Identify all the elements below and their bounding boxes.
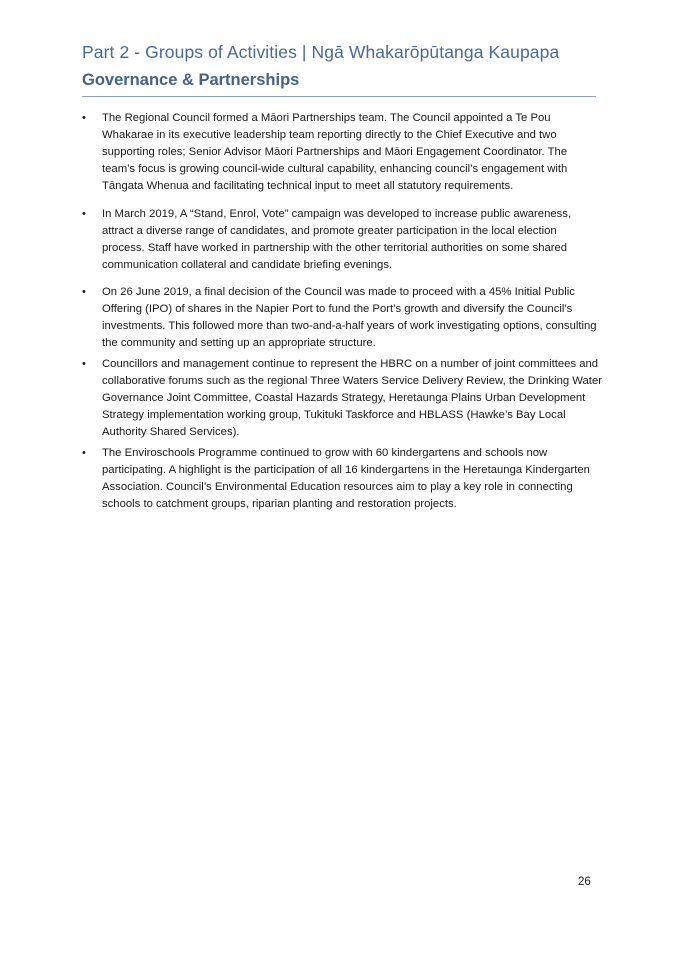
bullet-item-election-campaign bbox=[82, 206, 602, 274]
bullet-text: The Regional Council formed a Māori Partnerships team. The Council appointed a Te Pou Whakarae in its executive leadership team reporting directly to the Chief Executive and two supporting roles; Senior Advisor Māori Partnerships and Māori Engagement Coordinator. The team’s focus is growing council-wide cultural capability, enhancing council’s engagement with Tāngata Whenua and facilitating technical input to meet all statutory requirements. bbox=[102, 112, 568, 192]
bullet-point-icon: • bbox=[82, 112, 86, 124]
bullet-text: Councillors and management continue to represent the HBRC on a number of joint committees and collaborative forums such as the regional Three Waters Service Delivery Review, the Drinking Water Governance Joint Committee, Coastal Hazards Strategy, Heretaunga Plains Urban Development Strategy implementation working group, Tukituki Taskforce and HBLASS (Hawke’s Bay Local Authority Shared Services). bbox=[102, 358, 602, 438]
bullet-item-enviroschools bbox=[82, 445, 602, 513]
bullet-item-napier-port-ipo bbox=[82, 284, 602, 352]
bullet-point-icon: • bbox=[82, 208, 86, 220]
part-title: Part 2 - Groups of Activities | Ngā Whakarōpūtanga Kaupapa bbox=[82, 42, 560, 62]
bullet-text: In March 2019, A “Stand, Enrol, Vote” campaign was developed to increase public awareness, attract a diverse range of candidates, and promote greater participation in the local election process. Staff have worked in partnership with the other territorial authorities on some shared communication collateral and candidate briefing evenings. bbox=[102, 208, 572, 271]
bullet-list bbox=[82, 110, 602, 513]
heading-divider bbox=[82, 96, 596, 97]
bullet-item-joint-committees bbox=[82, 356, 602, 441]
section-title: Governance & Partnerships bbox=[82, 71, 300, 89]
bullet-point-icon: • bbox=[82, 286, 86, 298]
bullet-point-icon: • bbox=[82, 358, 86, 370]
page-number: 26 bbox=[578, 876, 591, 888]
bullet-item-maori-partnerships bbox=[82, 110, 602, 195]
bullet-text: On 26 June 2019, a final decision of the Council was made to proceed with a 45% Initial Public Offering (IPO) of shares in the Napier Port to fund the Port’s growth and diversify the Council’s investments. This followed more than two-and-a-half years of work investigating options, consulting the community and setting up an appropriate structure. bbox=[102, 286, 597, 349]
bullet-point-icon: • bbox=[82, 447, 86, 459]
bullet-text: The Enviroschools Programme continued to grow with 60 kindergartens and schools now participating. A highlight is the participation of all 16 kindergartens in the Heretaunga Kindergarten Association. Council’s Environmental Education resources aim to play a key role in connecting schools to catchment groups, riparian planting and restoration projects. bbox=[102, 447, 590, 510]
